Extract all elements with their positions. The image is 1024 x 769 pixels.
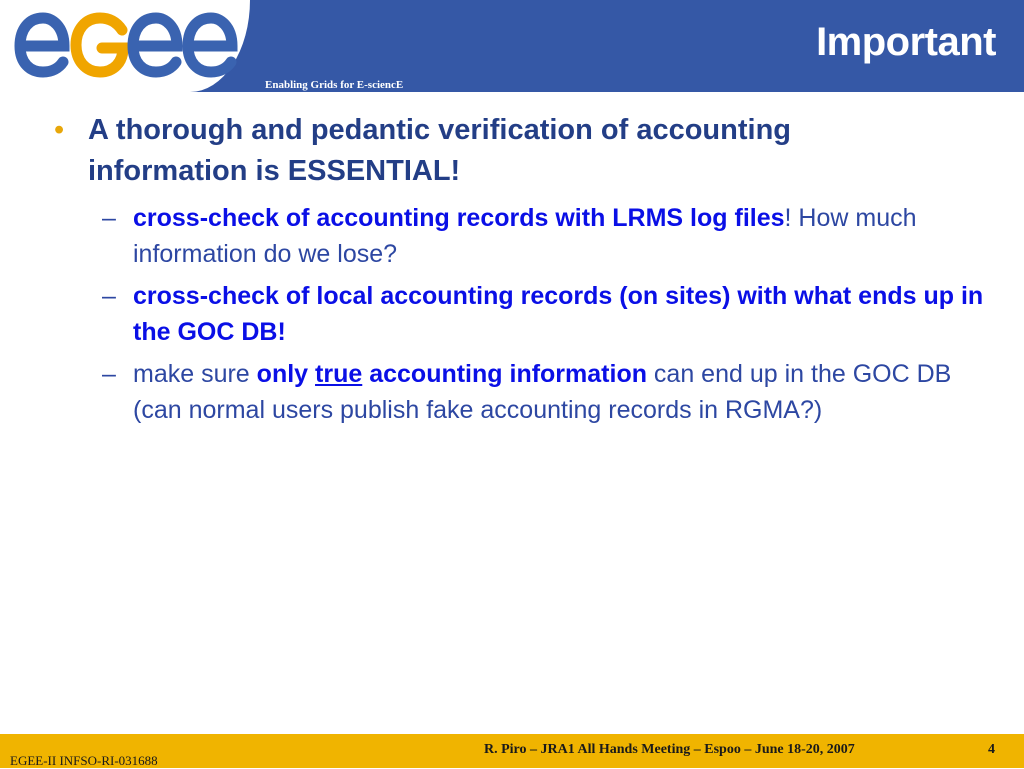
bullet-icon: • [54,114,65,146]
sub-point-3-bold-only: only [256,360,309,388]
project-reference: EGEE-II INFSO-RI-031688 [10,753,158,768]
sub-point-2-bold: cross-check of local accounting records (on sites) with what ends up in the GOC DB! [133,282,984,346]
sub-point-1-bold: cross-check of accounting records with LRMS log files [133,204,785,232]
sub-point-3-text: can end up in the GOC DB (can normal users publish fake accounting records in RGMA?) [133,360,952,424]
sub-point-3 [102,356,1003,428]
sub-point-2 [102,278,1003,350]
dash-icon: – [102,282,116,310]
sub-point-3-prefix: make sure [133,360,257,388]
main-point-text: A thorough and pedantic verification of accounting information is ESSENTIAL! [88,114,791,187]
sub-point-1 [102,200,1003,272]
logo-area [0,0,250,92]
dash-icon: – [102,204,116,232]
slide-content [0,110,1024,428]
egee-logo [14,10,239,78]
sub-point-1-text: ! How much information do we lose? [133,204,917,268]
slide-footer [0,734,1024,768]
tagline: Enabling Grids for E-sciencE [265,79,404,91]
page-number: 4 [988,742,995,757]
slide-title: Important [816,20,996,64]
sub-point-3-bold-accounting: accounting information [362,360,647,388]
slide-header [0,0,1024,92]
header-divider [0,92,1024,94]
dash-icon: – [102,360,116,388]
main-bullet-point [54,110,958,192]
sub-point-3-bold-true: true [315,360,363,388]
sub-point-3-space [308,360,315,388]
presentation-info: R. Piro – JRA1 All Hands Meeting – Espoo – June 18-20, 2007 [484,742,855,757]
